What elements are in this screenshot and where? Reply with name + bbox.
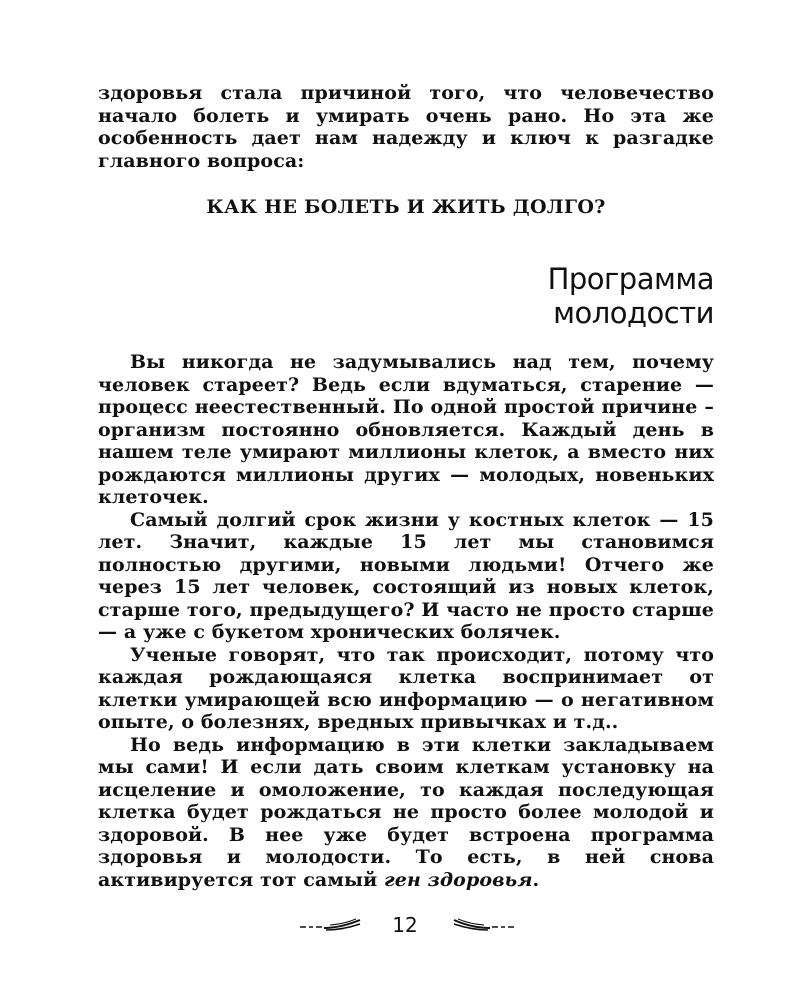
section-heading <box>548 262 714 330</box>
page-footer <box>0 912 800 942</box>
paragraph-2: Самый долгий срок жизни у костных клеток — 15 лет. Значит, каждые 15 лет мы становимся полностью другими, новыми людьми! Отчего же через 15 лет человек, состоящий из новых клеток, старше того, предыдущего? И часто не просто старше — а уже с букетом хронических болячек. <box>98 508 714 643</box>
page-number: 12 <box>392 913 418 937</box>
emphasis-end: . <box>532 868 540 891</box>
key-question: КАК НЕ БОЛЕТЬ И ЖИТЬ ДОЛГО? <box>206 196 606 218</box>
emphasis-text: ген здоровья <box>384 868 533 891</box>
paragraph-4 <box>98 734 714 892</box>
paragraph-4-text: Но ведь информацию в эти клетки закладываем мы сами! И если дать своим клеткам установку на исцеление и омоложение, то каждая последующая клетка будет рождаться не просто более молодой и здоровой. В нее уже будет встроена программа здоровья и молодости. То есть, в ней снова активируется тот самый <box>98 733 714 891</box>
body-text <box>98 351 714 891</box>
paragraph-1: Вы никогда не задумывались над тем, почему человек стареет? Ведь если вдуматься, старение — процесс неестественный. По одной простой причине – организм постоянно обновляется. Каждый день в нашем теле умирают миллионы клеток, а вместо них рождаются миллионы других — молодых, новеньких клеточек. <box>98 351 714 508</box>
intro-text <box>98 82 714 172</box>
ornament-left-icon <box>300 918 362 932</box>
intro-paragraph: здоровья стала причиной того, что человечество начало болеть и умирать очень рано. Но эта же особенность дает нам надежду и ключ к разгадке главного вопроса: <box>98 82 714 172</box>
heading-line-2: молодости <box>553 296 714 330</box>
paragraph-3: Ученые говорят, что так происходит, потому что каждая рождающаяся клетка воспринимает от клетки умирающей всю информацию — о негативном опыте, о болезнях, вредных привычках и т.д.. <box>98 643 714 733</box>
heading-line-1: Программа <box>547 262 714 296</box>
ornament-right-icon <box>452 918 514 932</box>
